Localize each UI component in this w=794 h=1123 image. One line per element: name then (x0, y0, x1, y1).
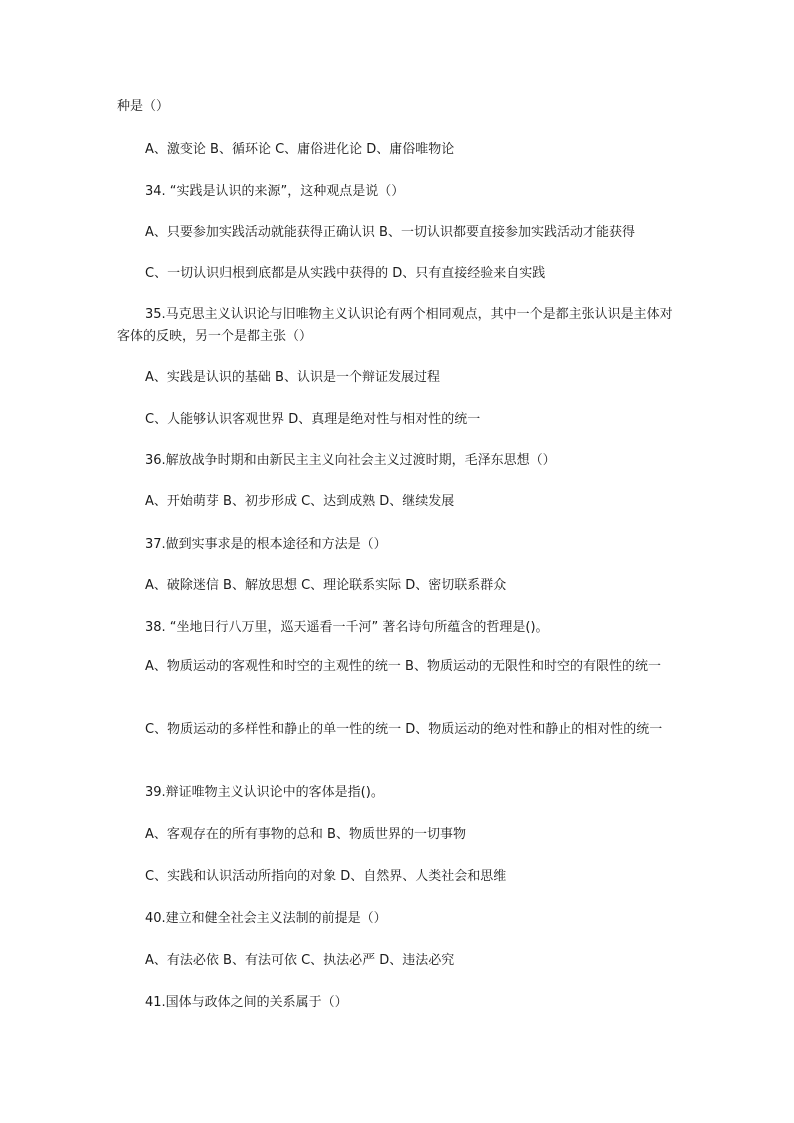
question-39-options-ab: A、客观存在的所有事物的总和 B、物质世界的一切事物 (145, 827, 466, 842)
question-37-stem: 37.做到实事求是的根本途径和方法是（） (145, 537, 387, 552)
question-36-options: A、开始萌芽 B、初步形成 C、达到成熟 D、继续发展 (145, 494, 455, 509)
question-41-stem: 41.国体与政体之间的关系属于（） (145, 995, 348, 1010)
question-34-stem: 34. “实践是认识的来源”，这种观点是说（） (145, 184, 405, 199)
question-34-options-cd: C、一切认识归根到底都是从实践中获得的 D、只有直接经验来自实践 (145, 266, 546, 281)
question-33-options: A、激变论 B、循环论 C、庸俗进化论 D、庸俗唯物论 (145, 142, 455, 157)
question-34-options-ab: A、只要参加实践活动就能获得正确认识 B、一切认识都要直接参加实践活动才能获得 (145, 225, 635, 240)
question-38-options-ab: A、物质运动的客观性和时空的主观性的统一 B、物质运动的无限性和时空的有限性的统一 (145, 659, 661, 674)
question-35-options-ab: A、实践是认识的基础 B、认识是一个辩证发展过程 (145, 370, 440, 385)
question-38-options-cd: C、物质运动的多样性和静止的单一性的统一 D、物质运动的绝对性和静止的相对性的统一 (145, 722, 663, 737)
question-39-stem: 39.辩证唯物主义认识论中的客体是指()。 (145, 785, 384, 800)
question-35-stem: 35.马克思主义认识论与旧唯物主义认识论有两个相同观点，其中一个是都主张认识是主体对客体的反映，另一个是都主张（） (117, 307, 673, 344)
question-37-options: A、破除迷信 B、解放思想 C、理论联系实际 D、密切联系群众 (145, 578, 507, 593)
question-40-stem: 40.建立和健全社会主义法制的前提是（） (145, 911, 387, 926)
question-39-options-cd: C、实践和认识活动所指向的对象 D、自然界、人类社会和思维 (145, 869, 507, 884)
question-33-stem-continuation: 种是（） (117, 99, 170, 114)
question-38-stem: 38. “坐地日行八万里，巡天遥看一千河” 著名诗句所蕴含的哲理是()。 (145, 620, 549, 635)
question-36-stem: 36.解放战争时期和由新民主主义向社会主义过渡时期，毛泽东思想（） (145, 453, 556, 468)
question-35-options-cd: C、人能够认识客观世界 D、真理是绝对性与相对性的统一 (145, 412, 481, 427)
question-40-options: A、有法必依 B、有法可依 C、执法必严 D、违法必究 (145, 953, 455, 968)
